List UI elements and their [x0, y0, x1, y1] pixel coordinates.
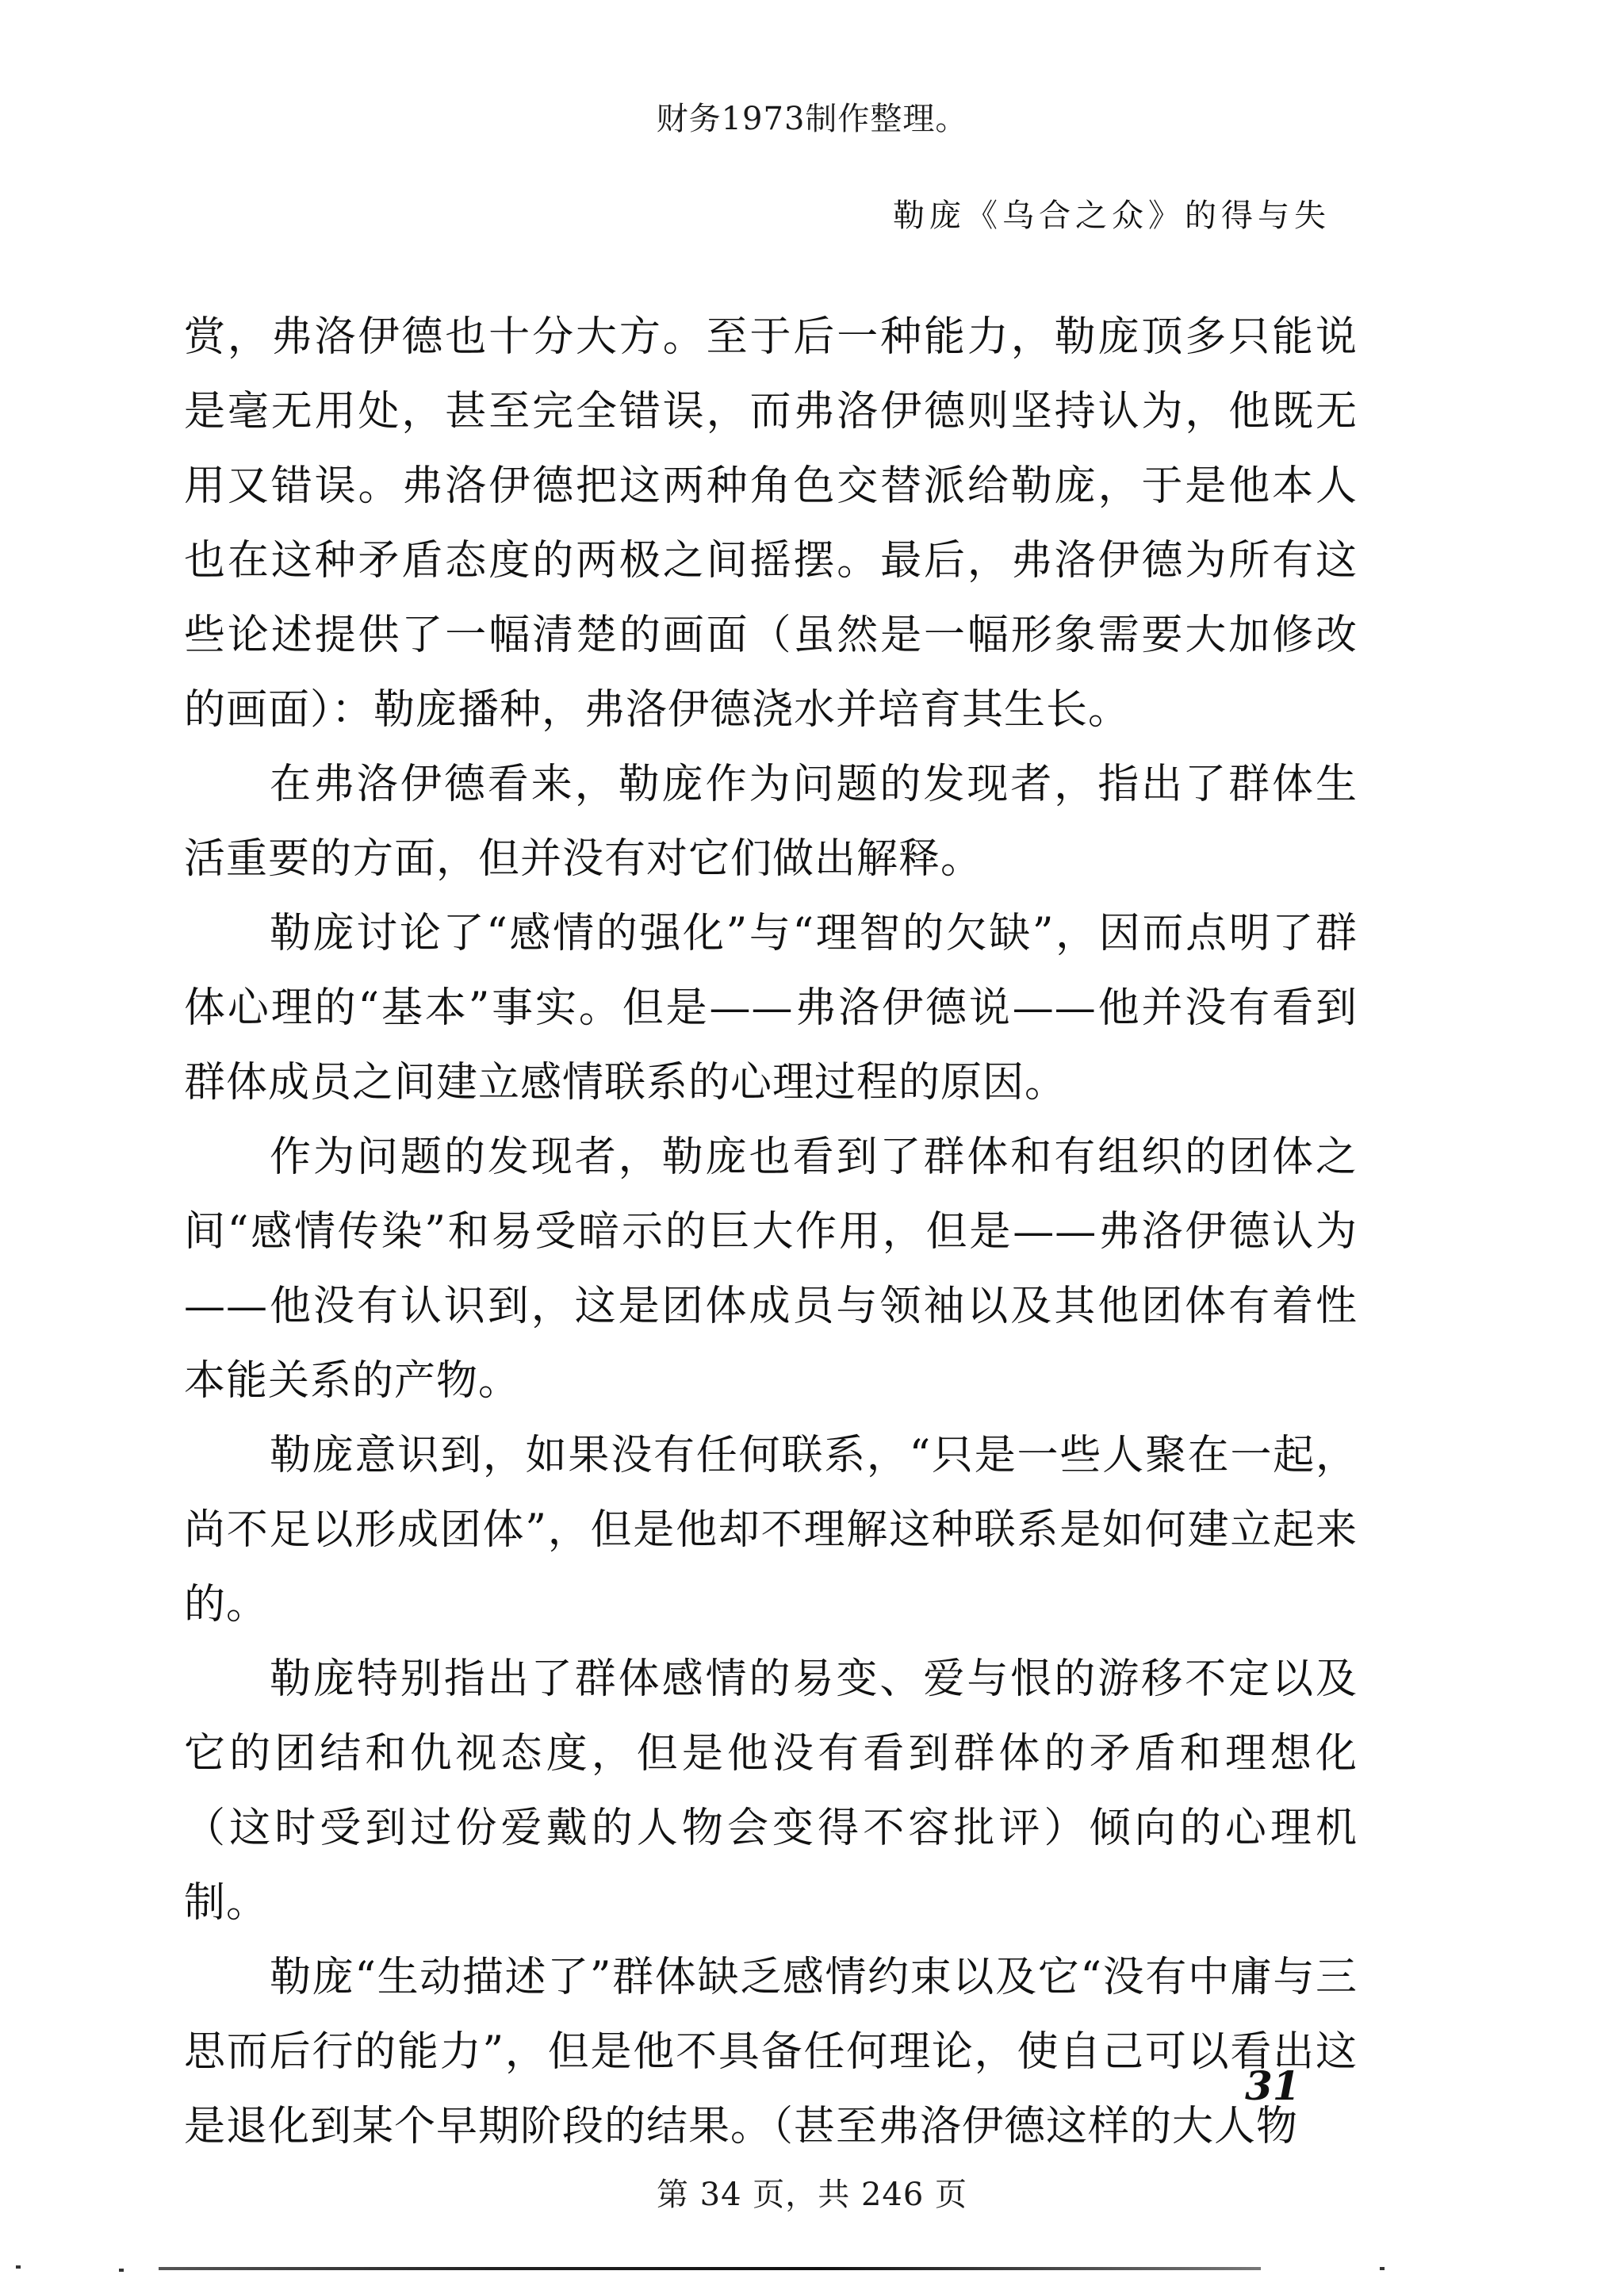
- watermark-text: 财务1973制作整理。: [656, 101, 968, 137]
- paragraph: 勒庞“生动描述了”群体缺乏感情约束以及它“没有中庸与三思而后行的能力”，但是他不具备任何理论，使自己可以看出这是退化到某个早期阶段的结果。（甚至弗洛伊德这样的大人物: [184, 1954, 1358, 2150]
- paragraph: 在弗洛伊德看来，勒庞作为问题的发现者，指出了群体生活重要的方面，但并没有对它们做出解释。: [184, 761, 1358, 883]
- page-number: 31: [1245, 2062, 1300, 2109]
- paragraph: 勒庞意识到，如果没有任何联系，“只是一些人聚在一起，尚不足以形成团体”，但是他却不理解这种联系是如何建立起来的。: [184, 1432, 1358, 1628]
- paragraph: 作为问题的发现者，勒庞也看到了群体和有组织的团体之间“感情传染”和易受暗示的巨大作用，但是——弗洛伊德认为——他没有认识到，这是团体成员与领袖以及其他团体有着性本能关系的产物。: [184, 1133, 1358, 1405]
- scan-speck: [1380, 2267, 1385, 2270]
- paragraph: 勒庞特别指出了群体感情的易变、爱与恨的游移不定以及它的团结和仇视态度，但是他没有看到群体的矛盾和理想化（这时受到过份爱戴的人物会变得不容批评）倾向的心理机制。: [184, 1655, 1358, 1927]
- body-text: [184, 300, 1358, 2164]
- running-head: 勒庞《乌合之众》的得与失: [893, 198, 1331, 234]
- paragraph: 赏，弗洛伊德也十分大方。至于后一种能力，勒庞顶多只能说是毫无用处，甚至完全错误，而弗洛伊德则坚持认为，他既无用又错误。弗洛伊德把这两种角色交替派给勒庞，于是他本人也在这种矛盾态度的两极之间摇摆。最后，弗洛伊德为所有这些论述提供了一幅清楚的画面（虽然是一幅形象需要大加修改的画面）：勒庞播种，弗洛伊德浇水并培育其生长。: [184, 313, 1358, 734]
- scan-speck: [16, 2265, 21, 2269]
- scan-speck: [119, 2269, 124, 2272]
- scan-edge-line: [159, 2267, 1261, 2270]
- page-counter: 第 34 页，共 246 页: [656, 2177, 968, 2213]
- paragraph: 勒庞讨论了“感情的强化”与“理智的欠缺”，因而点明了群体心理的“基本”事实。但是——弗洛伊德说——他并没有看到群体成员之间建立感情联系的心理过程的原因。: [184, 910, 1358, 1107]
